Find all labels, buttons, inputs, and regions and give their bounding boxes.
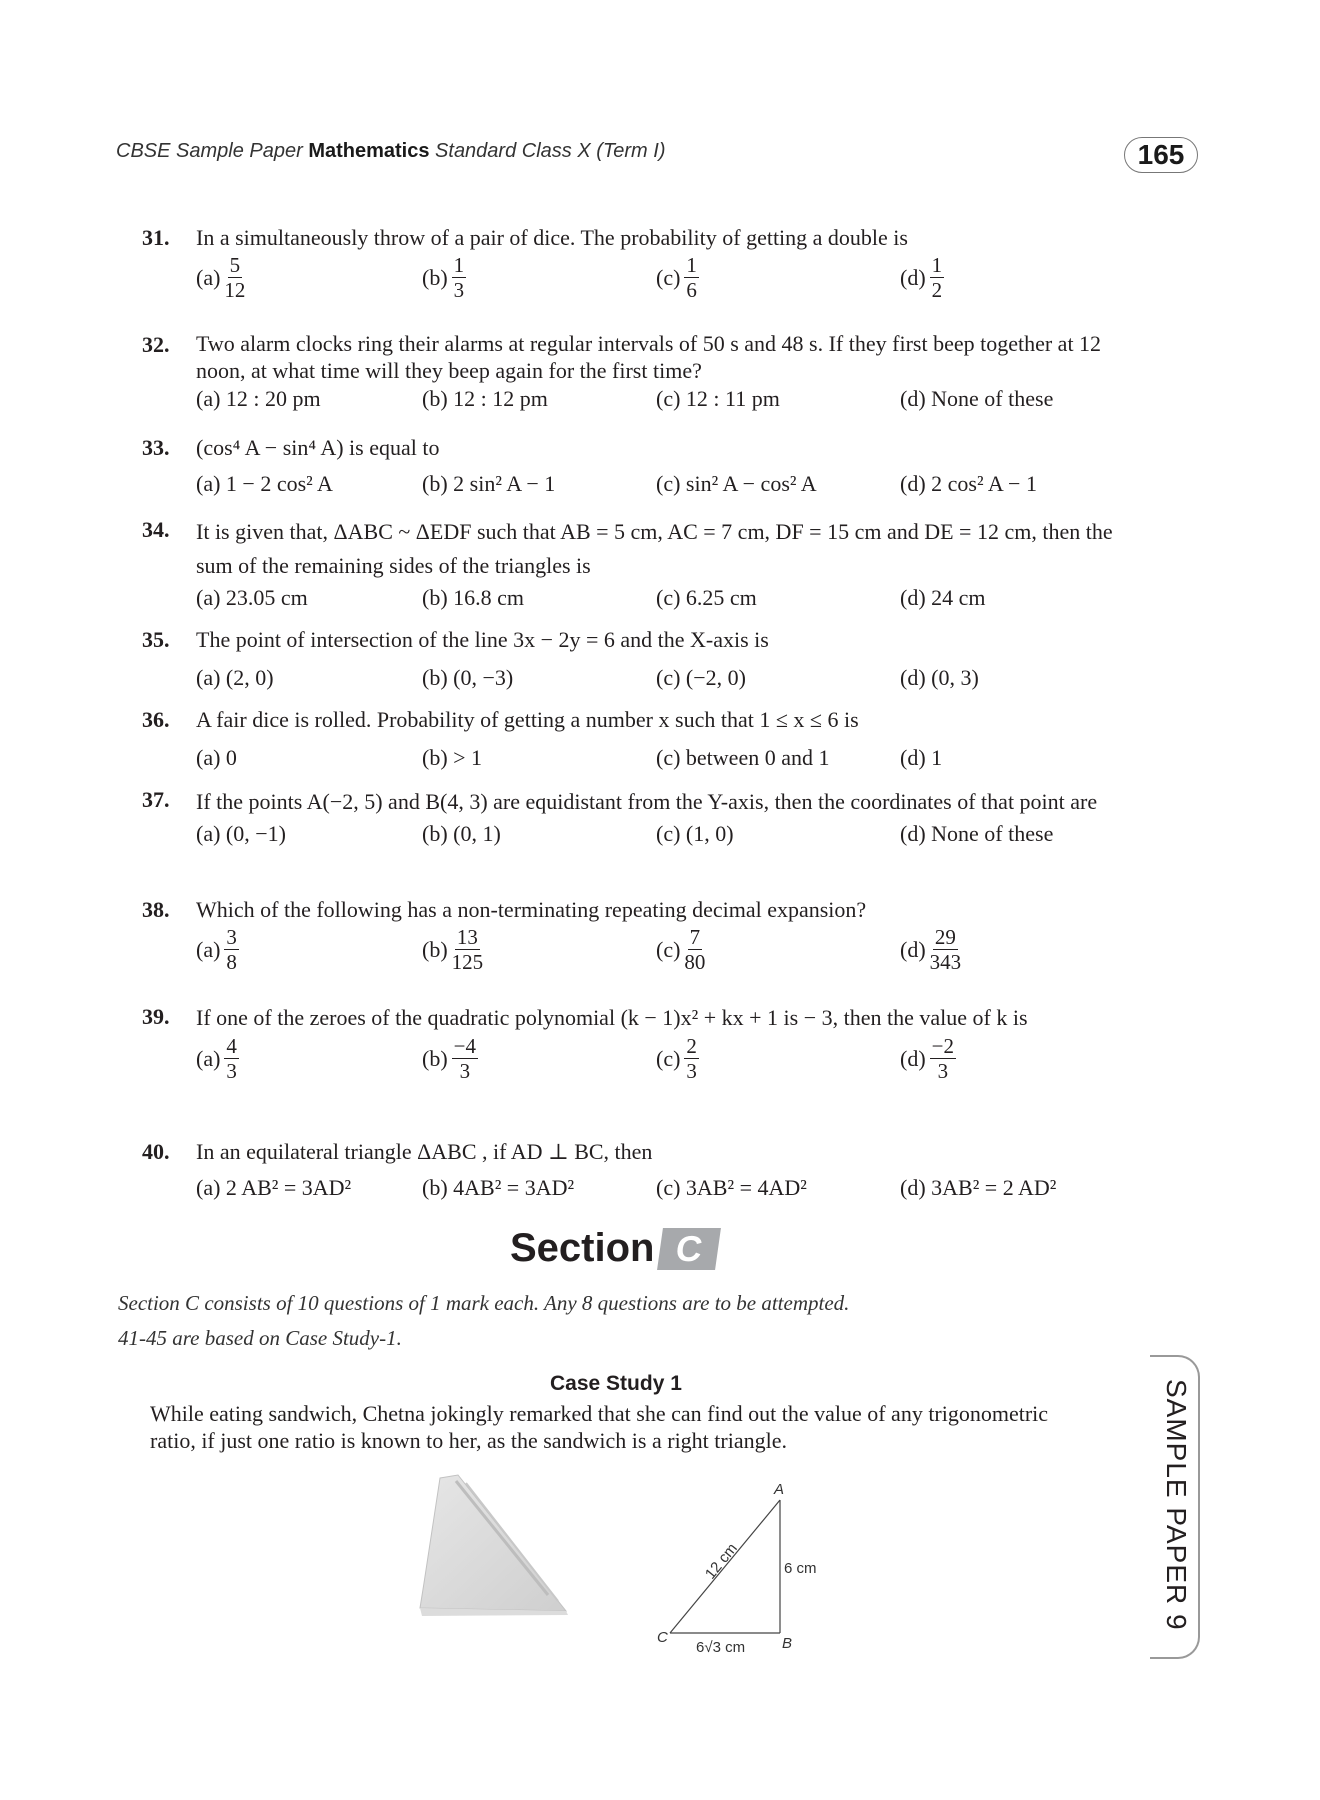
option-d: (d) None of these — [900, 386, 1054, 411]
fraction — [684, 925, 705, 974]
question-31 — [142, 223, 1142, 311]
question-36 — [142, 705, 1142, 773]
question-text: (cos⁴ A − sin⁴ A) is equal to — [196, 435, 440, 460]
question-text: A fair dice is rolled. Probability of getting a number x such that 1 ≤ x ≤ 6 is — [196, 707, 859, 732]
sandwich-image — [418, 1473, 568, 1618]
question-number: 33. — [142, 435, 170, 460]
option-c: (c) 12 : 11 pm — [656, 386, 780, 411]
fraction — [452, 925, 484, 974]
section-description-line2: 41-45 are based on Case Study-1. — [118, 1326, 402, 1350]
denominator: 3 — [686, 1059, 697, 1083]
question-40 — [142, 1137, 1142, 1203]
numerator: 29 — [934, 925, 956, 949]
option-label: (a) — [196, 936, 221, 962]
question-35 — [142, 625, 1142, 693]
denominator: 3 — [459, 1059, 471, 1083]
options — [196, 384, 1142, 414]
side-ab-label: 6 cm — [784, 1560, 817, 1577]
option-c — [656, 925, 705, 974]
denominator: 6 — [686, 278, 697, 302]
options — [196, 743, 1142, 773]
option-label: (b) — [422, 936, 448, 962]
option-label: (a) — [196, 1045, 221, 1071]
option-a: (a) (2, 0) — [196, 665, 274, 690]
denominator: 125 — [451, 950, 484, 974]
vertex-a-label: A — [774, 1481, 785, 1498]
option-label: (a) — [196, 264, 221, 290]
question-text: If one of the zeroes of the quadratic polynomial (k − 1)x² + kx + 1 is − 3, then the value of k is — [196, 1005, 1028, 1030]
option-a: (a) 23.05 cm — [196, 585, 308, 610]
option-label: (b) — [422, 1045, 448, 1071]
question-text: In an equilateral triangle ΔABC , if AD ⊥ BC, then — [196, 1139, 653, 1164]
option-a: (a) 1 − 2 cos² A — [196, 471, 333, 496]
options — [196, 469, 1142, 499]
options — [196, 819, 1142, 849]
side-tab-label: SAMPLE PAPER 9 — [1161, 1379, 1192, 1631]
question-number: 35. — [142, 627, 170, 652]
fraction — [930, 1034, 956, 1083]
option-b: (b) (0, 1) — [422, 821, 501, 846]
question-39 — [142, 1002, 1142, 1092]
option-d: (d) 24 cm — [900, 585, 986, 610]
denominator: 3 — [937, 1059, 949, 1083]
numerator: −4 — [453, 1034, 476, 1058]
vertex-b-label: B — [782, 1635, 793, 1652]
options — [196, 253, 1142, 311]
question-number: 32. — [142, 332, 170, 357]
option-c: (c) 3AB² = 4AD² — [656, 1175, 807, 1200]
option-c: (c) (1, 0) — [656, 821, 734, 846]
option-c — [656, 1034, 699, 1083]
question-number: 31. — [142, 225, 170, 250]
case-study-title: Case Study 1 — [550, 1372, 682, 1395]
section-description — [118, 1286, 849, 1356]
question-number: 38. — [142, 897, 170, 922]
question-text: In a simultaneously throw of a pair of dice. The probability of getting a double is — [196, 225, 908, 250]
option-label: (b) — [422, 264, 448, 290]
denominator: 3 — [226, 1059, 237, 1083]
question-number: 39. — [142, 1004, 170, 1029]
fraction — [452, 253, 467, 302]
denominator: 12 — [224, 278, 246, 302]
option-b: (b) (0, −3) — [422, 665, 514, 690]
option-label: (c) — [656, 1045, 681, 1071]
options — [196, 1173, 1142, 1203]
option-b: (b) 4AB² = 3AD² — [422, 1175, 575, 1200]
option-d: (d) 1 — [900, 745, 943, 770]
numerator: 13 — [456, 925, 478, 949]
header-subject: Mathematics — [308, 140, 430, 162]
question-number: 34. — [142, 517, 170, 542]
denominator: 8 — [226, 950, 237, 974]
question-number: 37. — [142, 787, 170, 812]
option-b: (b) > 1 — [422, 745, 483, 770]
option-a: (a) 2 AB² = 3AD² — [196, 1175, 352, 1200]
options — [196, 663, 1142, 693]
fraction — [930, 925, 962, 974]
option-a — [196, 1034, 239, 1083]
header-prefix: CBSE Sample Paper — [116, 140, 309, 162]
question-number: 36. — [142, 707, 170, 732]
section-title: Section — [510, 1226, 655, 1270]
question-34 — [142, 515, 1142, 613]
denominator: 80 — [684, 950, 706, 974]
option-label: (c) — [656, 264, 681, 290]
option-b: (b) 16.8 cm — [422, 585, 525, 610]
fraction — [930, 253, 945, 302]
option-d — [900, 925, 961, 974]
numerator: 7 — [689, 925, 701, 949]
vertex-c-label: C — [657, 1629, 668, 1646]
question-32 — [142, 330, 1142, 414]
option-b: (b) 2 sin² A − 1 — [422, 471, 556, 496]
right-triangle-diagram — [640, 1470, 840, 1660]
fraction — [224, 253, 245, 302]
option-b — [422, 925, 483, 974]
section-letter-badge: C — [658, 1228, 722, 1270]
option-a — [196, 925, 239, 974]
option-a: (a) 12 : 20 pm — [196, 386, 321, 411]
options — [196, 1034, 1142, 1092]
option-label: (d) — [900, 936, 926, 962]
option-label: (c) — [656, 936, 681, 962]
option-d — [900, 253, 944, 302]
options — [196, 583, 1142, 613]
denominator: 3 — [453, 278, 465, 302]
denominator: 343 — [929, 950, 962, 974]
section-heading — [510, 1226, 718, 1271]
case-study-text: While eating sandwich, Chetna jokingly remarked that she can find out the value of any trigonometric ratio, if just one ratio is known to her, as the sandwich is a right triangle. — [150, 1401, 1049, 1453]
option-label: (d) — [900, 264, 926, 290]
fraction — [684, 253, 699, 302]
question-text: Which of the following has a non-terminating repeating decimal expansion? — [196, 897, 867, 922]
options — [196, 925, 1142, 983]
numerator: 3 — [226, 925, 237, 949]
option-a: (a) 0 — [196, 745, 237, 770]
option-b — [422, 1034, 478, 1083]
section-description-line1: Section C consists of 10 questions of 1 mark each. Any 8 questions are to be attempted. — [118, 1291, 850, 1315]
numerator: 5 — [229, 253, 241, 277]
option-a — [196, 253, 245, 302]
question-37 — [142, 785, 1142, 849]
hypotenuse-label: 12 cm — [701, 1540, 741, 1583]
side-bc-label: 6√3 cm — [696, 1639, 746, 1656]
question-text: If the points A(−2, 5) and B(4, 3) are equidistant from the Y-axis, then the coordinates of that point are — [196, 789, 1098, 814]
numerator: 4 — [226, 1034, 237, 1058]
question-text: The point of intersection of the line 3x − 2y = 6 and the X-axis is — [196, 627, 769, 652]
page-number: 165 — [1124, 137, 1198, 173]
option-d: (d) (0, 3) — [900, 665, 979, 690]
fraction — [224, 925, 239, 974]
option-b — [422, 253, 466, 302]
option-label: (d) — [900, 1045, 926, 1071]
question-number: 40. — [142, 1139, 170, 1164]
question-33 — [142, 433, 1142, 499]
fraction — [684, 1034, 699, 1083]
option-d — [900, 1034, 956, 1083]
option-c — [656, 253, 699, 302]
option-c: (c) (−2, 0) — [656, 665, 746, 690]
numerator: 1 — [931, 253, 943, 277]
fraction — [224, 1034, 239, 1083]
option-c: (c) 6.25 cm — [656, 585, 757, 610]
numerator: 1 — [686, 253, 697, 277]
header-suffix: Standard Class X (Term I) — [429, 140, 666, 162]
option-d: (d) 3AB² = 2 AD² — [900, 1175, 1057, 1200]
numerator: 2 — [686, 1034, 697, 1058]
running-header — [116, 140, 666, 163]
option-b: (b) 12 : 12 pm — [422, 386, 548, 411]
option-a: (a) (0, −1) — [196, 821, 286, 846]
question-38 — [142, 895, 1142, 983]
option-c: (c) between 0 and 1 — [656, 745, 830, 770]
option-d: (d) 2 cos² A − 1 — [900, 471, 1037, 496]
denominator: 2 — [931, 278, 943, 302]
question-text: Two alarm clocks ring their alarms at regular intervals of 50 s and 48 s. If they first beep together at 12 noon, at what time will they beep again for the first time? — [196, 331, 1102, 383]
question-text: It is given that, ΔABC ~ ΔEDF such that AB = 5 cm, AC = 7 cm, DF = 15 cm and DE = 12 cm, then the sum of the remaining sides of the triangles is — [196, 519, 1113, 578]
option-c: (c) sin² A − cos² A — [656, 471, 817, 496]
fraction — [452, 1034, 478, 1083]
numerator: −2 — [931, 1034, 954, 1058]
option-d: (d) None of these — [900, 821, 1054, 846]
numerator: 1 — [453, 253, 465, 277]
